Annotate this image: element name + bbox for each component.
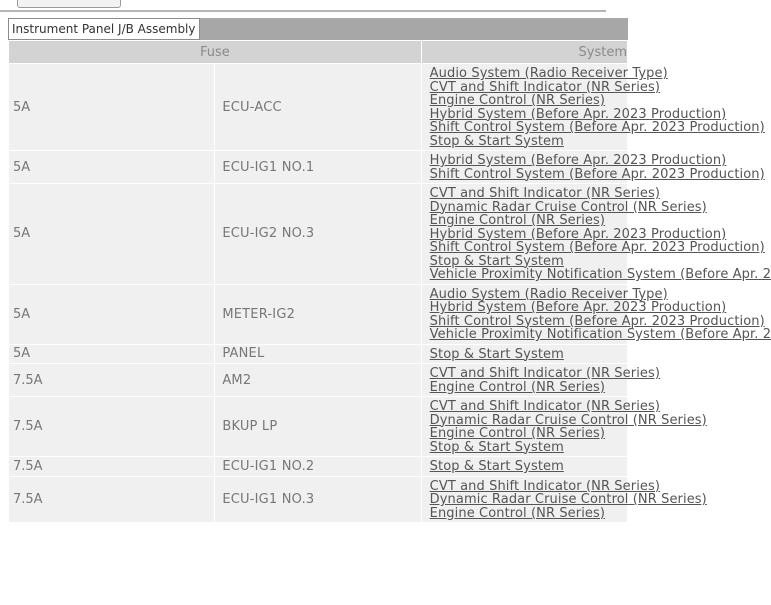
fuse-amperage: 7.5A <box>9 457 215 477</box>
system-link[interactable]: Dynamic Radar Cruise Control (NR Series) <box>429 492 707 507</box>
system-links <box>421 457 627 477</box>
system-link[interactable]: CVT and Shift Indicator (NR Series) <box>429 399 661 414</box>
system-link[interactable]: Shift Control System (Before Apr. 2023 Production) <box>429 240 765 255</box>
fuse-amperage: 7.5A <box>9 476 215 523</box>
system-link[interactable]: Shift Control System (Before Apr. 2023 Production) <box>429 120 765 135</box>
fuse-table <box>8 40 771 523</box>
fuse-amperage: 5A <box>9 284 215 344</box>
system-link[interactable]: Hybrid System (Before Apr. 2023 Production) <box>429 226 727 242</box>
system-link[interactable]: Stop & Start System <box>429 346 564 362</box>
system-link[interactable]: Stop & Start System <box>429 133 564 149</box>
system-link[interactable]: Stop & Start System <box>429 459 564 474</box>
system-link[interactable]: Hybrid System (Before Apr. 2023 Production) <box>429 153 727 168</box>
fuse-amperage: 5A <box>9 344 215 364</box>
system-link[interactable]: CVT and Shift Indicator (NR Series) <box>429 366 661 381</box>
system-link[interactable]: CVT and Shift Indicator (NR Series) <box>429 186 661 201</box>
table-header-row <box>9 41 628 64</box>
fuse-amperage: 5A <box>9 151 215 184</box>
fuse-amperage: 5A <box>9 184 215 285</box>
top-button[interactable] <box>17 0 121 8</box>
system-link[interactable]: Engine Control (NR Series) <box>429 379 606 395</box>
system-link[interactable]: Shift Control System (Before Apr. 2023 Production) <box>429 166 765 182</box>
table-row <box>9 476 628 523</box>
table-row <box>9 284 628 344</box>
fuse-name: BKUP LP <box>215 397 421 457</box>
system-links <box>421 64 765 151</box>
fuse-name: ECU-IG2 NO.3 <box>215 184 421 285</box>
fuse-name: PANEL <box>215 344 421 364</box>
system-link[interactable]: Vehicle Proximity Notification System (Before Apr. 2 <box>429 267 771 282</box>
system-link[interactable]: Vehicle Proximity Notification System (Before Apr. 2 <box>429 327 771 342</box>
table-row <box>9 184 628 285</box>
table-row <box>9 151 628 184</box>
fuse-name: METER-IG2 <box>215 284 421 344</box>
fuse-name: ECU-IG1 NO.2 <box>215 457 421 477</box>
table-row <box>9 397 628 457</box>
system-link[interactable]: Stop & Start System <box>429 439 564 455</box>
fuse-name: ECU-IG1 NO.1 <box>215 151 421 184</box>
table-row <box>9 364 628 397</box>
panel-title-bar <box>8 18 628 40</box>
system-links <box>421 284 771 344</box>
system-link[interactable]: Engine Control (NR Series) <box>429 213 606 228</box>
system-link[interactable]: Dynamic Radar Cruise Control (NR Series) <box>429 412 707 428</box>
system-links <box>421 344 627 364</box>
header-fuse: Fuse <box>9 41 422 64</box>
system-link[interactable]: Dynamic Radar Cruise Control (NR Series) <box>429 199 707 215</box>
system-link[interactable]: Audio System (Radio Receiver Type) <box>429 66 668 81</box>
divider <box>0 10 606 12</box>
system-link[interactable]: Hybrid System (Before Apr. 2023 Production) <box>429 106 727 122</box>
system-link[interactable]: Engine Control (NR Series) <box>429 426 606 441</box>
table-row <box>9 64 628 151</box>
system-link[interactable]: Engine Control (NR Series) <box>429 505 606 521</box>
system-link[interactable]: Shift Control System (Before Apr. 2023 Production) <box>429 313 765 329</box>
system-links <box>421 184 771 285</box>
system-links <box>421 397 707 457</box>
system-link[interactable]: Audio System (Radio Receiver Type) <box>429 286 668 302</box>
panel-title: Instrument Panel J/B Assembly <box>8 18 200 40</box>
header-system-label: System <box>578 44 627 60</box>
fuse-table-panel <box>8 18 771 523</box>
fuse-name: ECU-ACC <box>215 64 421 151</box>
table-body <box>9 64 771 523</box>
fuse-name: AM2 <box>215 364 421 397</box>
system-links <box>421 364 661 397</box>
system-link[interactable]: CVT and Shift Indicator (NR Series) <box>429 478 661 494</box>
table-row <box>9 344 628 364</box>
system-links <box>421 151 765 184</box>
system-link[interactable]: Hybrid System (Before Apr. 2023 Production) <box>429 300 727 315</box>
system-links <box>421 476 707 523</box>
table-row <box>9 457 628 477</box>
header-system <box>421 41 627 64</box>
fuse-amperage: 7.5A <box>9 397 215 457</box>
fuse-amperage: 5A <box>9 64 215 151</box>
system-link[interactable]: CVT and Shift Indicator (NR Series) <box>429 79 661 95</box>
system-link[interactable]: Stop & Start System <box>429 253 564 269</box>
system-link[interactable]: Engine Control (NR Series) <box>429 93 606 108</box>
fuse-name: ECU-IG1 NO.3 <box>215 476 421 523</box>
fuse-amperage: 7.5A <box>9 364 215 397</box>
